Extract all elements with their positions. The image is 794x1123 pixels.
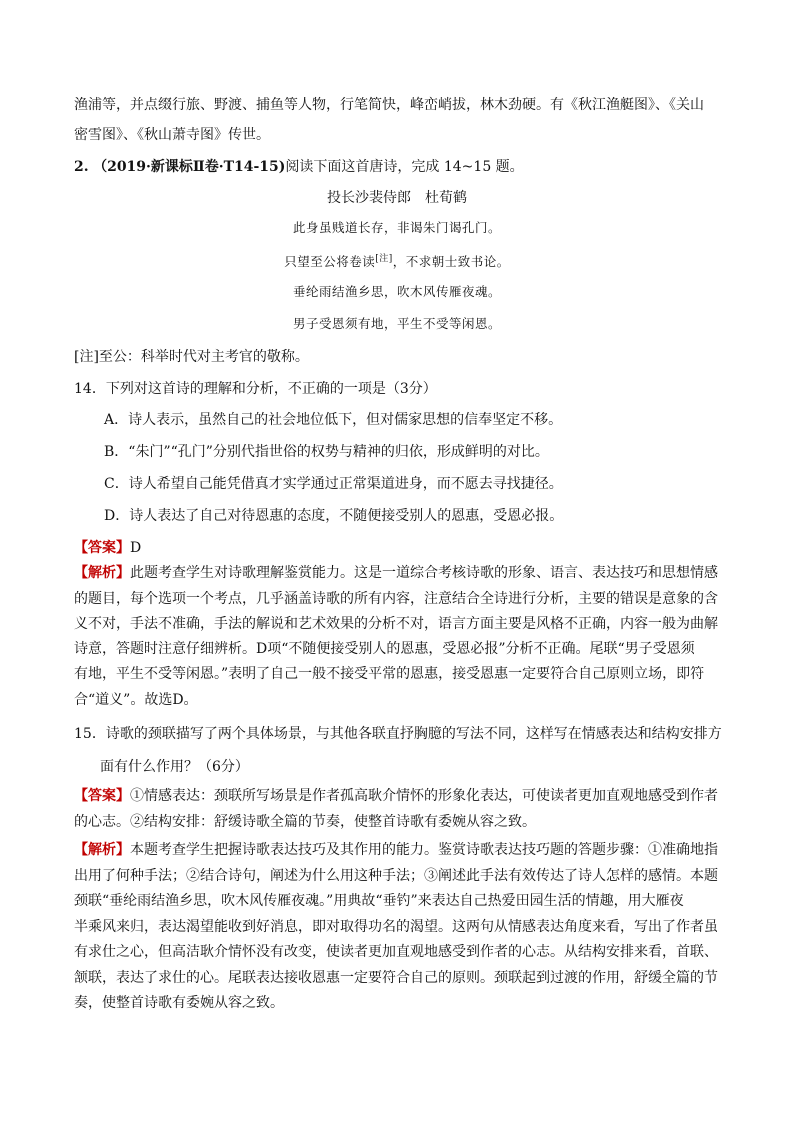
q14-stem: 14．下列对这首诗的理解和分析，不正确的一项是（3分） — [74, 381, 437, 397]
q15-analysis-line: 颈联“垂纶雨结渔乡思，吹木风传雁夜魂。”用典故“垂钓”来表达自己热爱田园生活的情趣，用大雁夜 — [74, 893, 684, 909]
question-prompt: 阅读下面这首唐诗，完成 14~15 题。 — [285, 159, 524, 175]
q15-stem: 面有什么作用？（6分） — [100, 759, 249, 775]
q15-analysis-line: 出用了何种手法；②结合诗句，阐述为什么用这种手法；③阐述此手法有效传达了诗人怎样的感情。本题 — [74, 868, 718, 884]
q14-analysis-line: 诗意，答题时注意仔细辨析。D项“不随便接受别人的恩惠，受恩必报”分析不正确。尾联“男子受恩须 — [74, 641, 695, 657]
q14-analysis-line: 的题目，每个选项一个考点，几乎涵盖诗歌的所有内容，注意结合全诗进行分析，主要的错误是意象的含 — [74, 591, 718, 607]
question-source: （2019·新课标Ⅱ卷·T14-15) — [93, 159, 286, 175]
answer-value: D — [130, 540, 142, 556]
q14-analysis-line: 义不对，手法不准确，手法的解说和艺术效果的分析不对，语言方面主要是风格不正确，内容一般为曲解 — [74, 616, 718, 632]
poem-line-part: 只望至公将卷读 — [284, 254, 376, 270]
poem-line: 垂纶雨结渔乡思，吹木风传雁夜魂。 — [292, 284, 501, 299]
answer-tag: 【答案】 — [74, 788, 130, 804]
q14-option-b: B．“朱门”“孔门”分别代指世俗的权势与精神的归依，形成鲜明的对比。 — [104, 444, 549, 460]
q14-option-a: A．诗人表示，虽然自己的社会地位低下，但对儒家思想的信奉坚定不移。 — [104, 412, 563, 428]
poem-line-part: ，不求朝士致书论。 — [392, 254, 510, 270]
intro-line: 渔浦等，并点缀行旅、野渡、捕鱼等人物，行笔简快，峰峦峭拔，林木劲硬。有《秋江渔艇图》、《关山 — [74, 97, 704, 113]
answer-tag: 【答案】 — [74, 540, 130, 556]
question-number: 2. — [74, 159, 89, 175]
q14-analysis-line: 合“道义”。故选D。 — [74, 692, 198, 708]
q15-answer-line: 的心志。②结构安排：舒缓诗歌全篇的节奏，使整首诗歌有委婉从容之致。 — [74, 814, 536, 830]
q15-stem: 15．诗歌的颈联描写了两个具体场景，与其他各联直抒胸臆的写法不同，这样写在情感表达和结构安排方 — [74, 726, 722, 742]
analysis-tag: 【解析】 — [74, 842, 130, 858]
analysis-text: 此题考查学生对诗歌理解鉴赏能力。这是一道综合考核诗歌的形象、语言、表达技巧和思想情感 — [130, 565, 718, 581]
intro-line: 密雪图》、《秋山萧寺图》传世。 — [74, 127, 270, 143]
q15-analysis-line: 半乘风来归，表达渴望能收到好消息，即对取得功名的渴望。这两句从情感表达角度来看，写出了作者虽 — [74, 919, 718, 935]
answer-text: ①情感表达：颈联所写场景是作者孤高耿介情怀的形象化表达，可使读者更加直观地感受到作者 — [130, 788, 718, 804]
analysis-tag: 【解析】 — [74, 565, 130, 581]
q15-analysis-line — [74, 840, 726, 860]
poem-line: 男子受恩须有地，平生不受等闲恩。 — [292, 316, 501, 331]
q15-analysis-line: 颔联，表达了求仕的心。尾联表达接收恩惠一定要符合自己的原则。颈联起到过渡的作用，舒缓全篇的节 — [74, 970, 718, 986]
q15-answer-line — [74, 786, 726, 806]
q14-option-c: C．诗人希望自己能凭借真才实学通过正常渠道进身，而不愿去寻找捷径。 — [104, 476, 563, 492]
q15-analysis-line: 有求仕之心，但高洁耿介情怀没有改变，使读者更加直观地感受到作者的心志。从结构安排来看，首联、 — [74, 944, 718, 960]
poem-line — [0, 249, 794, 272]
q14-analysis-line: 有地，平生不受等闲恩。”表明了自己一般不接受平常的恩惠，接受恩惠一定要符合自己原则立场，即符 — [74, 666, 705, 682]
poem-note-mark: [注] — [375, 254, 393, 264]
analysis-text: 本题考查学生把握诗歌表达技巧及其作用的能力。鉴赏诗歌表达技巧题的答题步骤：①准确地指 — [130, 842, 718, 858]
q14-answer — [74, 538, 726, 558]
poem-line: 此身虽贱道长存，非谒朱门谒孔门。 — [292, 220, 501, 235]
q15-analysis-line: 奏，使整首诗歌有委婉从容之致。 — [74, 995, 284, 1011]
q14-analysis-line — [74, 563, 726, 583]
q14-option-d: D．诗人表达了自己对待恩惠的态度，不随便接受别人的恩惠，受恩必报。 — [104, 508, 564, 524]
question-2-header — [74, 157, 726, 177]
poem-note: [注]至公：科举时代对主考官的敬称。 — [74, 349, 309, 365]
poem-title: 投长沙裴侍郎 杜荀鹤 — [327, 190, 467, 206]
